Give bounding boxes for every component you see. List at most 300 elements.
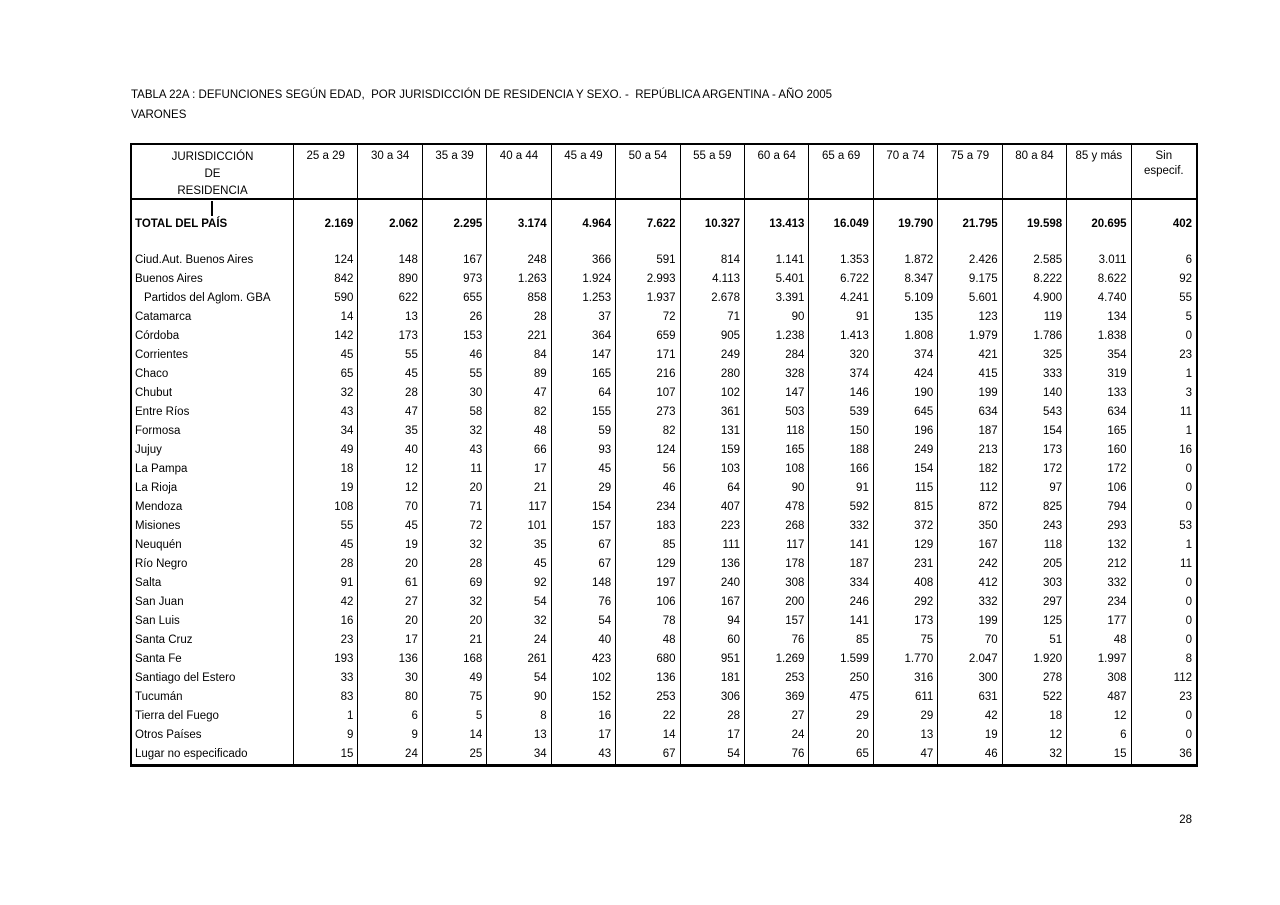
jurisdiction-label: Tucumán <box>132 688 294 707</box>
value-cell: 129 <box>616 555 680 574</box>
value-cell: 48 <box>487 422 551 441</box>
value-cell: 659 <box>616 327 680 346</box>
value-cell: 45 <box>294 346 358 365</box>
value-cell: 17 <box>681 726 745 745</box>
value-cell: 148 <box>552 574 616 593</box>
jurisdiction-label: Jujuy <box>132 441 294 460</box>
value-cell: 91 <box>809 308 873 327</box>
value-cell: 160 <box>1067 441 1131 460</box>
value-cell: 48 <box>1067 631 1131 650</box>
value-cell: 171 <box>616 346 680 365</box>
value-cell: 70 <box>938 631 1002 650</box>
value-cell: 165 <box>1067 422 1131 441</box>
value-cell: 58 <box>423 403 487 422</box>
spacer-cell <box>132 238 294 251</box>
column-header-age: 60 a 64 <box>745 145 809 200</box>
value-cell: 8.222 <box>1003 270 1067 289</box>
value-cell: 300 <box>938 669 1002 688</box>
value-cell: 22 <box>616 707 680 726</box>
value-cell: 65 <box>294 365 358 384</box>
value-cell: 46 <box>938 745 1002 764</box>
value-cell: 1.599 <box>809 650 873 669</box>
value-cell: 133 <box>1067 384 1131 403</box>
value-cell: 43 <box>552 745 616 764</box>
table-row <box>132 308 1196 327</box>
value-cell: 45 <box>358 365 422 384</box>
value-cell: 2.585 <box>1003 251 1067 270</box>
value-cell: 35 <box>358 422 422 441</box>
value-cell: 80 <box>358 688 422 707</box>
jurisdiction-label: Mendoza <box>132 498 294 517</box>
value-cell: 141 <box>809 536 873 555</box>
value-cell: 1.253 <box>552 289 616 308</box>
column-header-age: 45 a 49 <box>552 145 616 200</box>
value-cell: 76 <box>745 631 809 650</box>
value-cell: 72 <box>616 308 680 327</box>
value-cell: 249 <box>681 346 745 365</box>
value-cell: 55 <box>294 517 358 536</box>
value-cell: 320 <box>809 346 873 365</box>
spacer-cell <box>552 238 616 251</box>
value-cell: 216 <box>616 365 680 384</box>
value-cell: 28 <box>294 555 358 574</box>
value-cell: 246 <box>809 593 873 612</box>
column-header-age: 65 a 69 <box>809 145 873 200</box>
value-cell: 1.808 <box>874 327 938 346</box>
document-subtitle: VARONES <box>131 109 187 121</box>
value-cell: 111 <box>681 536 745 555</box>
value-cell: 117 <box>745 536 809 555</box>
value-cell: 5.401 <box>745 270 809 289</box>
value-cell: 407 <box>681 498 745 517</box>
value-cell: 165 <box>552 365 616 384</box>
value-cell: 231 <box>874 555 938 574</box>
value-cell: 278 <box>1003 669 1067 688</box>
value-cell: 4.113 <box>681 270 745 289</box>
value-cell: 165 <box>745 441 809 460</box>
value-cell: 0 <box>1185 596 1192 608</box>
value-cell: 4.740 <box>1067 289 1131 308</box>
table-row <box>132 612 1196 631</box>
value-cell: 205 <box>1003 555 1067 574</box>
value-cell: 32 <box>423 422 487 441</box>
value-cell: 1.838 <box>1067 327 1131 346</box>
value-cell: 37 <box>552 308 616 327</box>
value-cell: 9 <box>358 726 422 745</box>
table-row <box>132 726 1196 745</box>
spacer-cell <box>809 238 873 251</box>
spacer-cell <box>1132 238 1196 251</box>
value-cell: 1 <box>294 707 358 726</box>
value-cell: 32 <box>423 593 487 612</box>
column-header-age: 25 a 29 <box>294 145 358 200</box>
column-header-age: 40 a 44 <box>487 145 551 200</box>
value-cell: 8.347 <box>874 270 938 289</box>
column-header-jurisdiction <box>132 145 294 200</box>
value-cell: 167 <box>423 251 487 270</box>
spacer-cell <box>423 238 487 251</box>
value-cell: 181 <box>681 669 745 688</box>
value-cell: 112 <box>1173 672 1192 684</box>
value-cell: 890 <box>358 270 422 289</box>
value-cell: 117 <box>487 498 551 517</box>
value-cell: 221 <box>487 327 551 346</box>
value-cell: 124 <box>616 441 680 460</box>
value-cell: 842 <box>294 270 358 289</box>
value-cell: 2.993 <box>616 270 680 289</box>
value-cell: 48 <box>616 631 680 650</box>
value-cell: 6 <box>1185 254 1192 266</box>
value-cell: 61 <box>358 574 422 593</box>
value-cell: 40 <box>358 441 422 460</box>
value-cell: 5 <box>1185 311 1192 323</box>
value-cell: 157 <box>552 517 616 536</box>
value-cell: 108 <box>745 460 809 479</box>
value-cell: 51 <box>1003 631 1067 650</box>
jurisdiction-label: Chubut <box>132 384 294 403</box>
value-cell: 1.924 <box>552 270 616 289</box>
value-cell: 372 <box>874 517 938 536</box>
value-cell: 199 <box>938 384 1002 403</box>
value-cell: 28 <box>423 555 487 574</box>
total-value-cell: 4.964 <box>552 200 616 238</box>
value-cell: 172 <box>1067 460 1131 479</box>
value-cell: 54 <box>681 745 745 764</box>
value-cell: 134 <box>1067 308 1131 327</box>
value-cell: 70 <box>358 498 422 517</box>
value-cell: 32 <box>294 384 358 403</box>
value-cell: 308 <box>745 574 809 593</box>
value-cell: 28 <box>487 308 551 327</box>
value-cell: 261 <box>487 650 551 669</box>
jurisdiction-label: La Pampa <box>132 460 294 479</box>
value-cell: 154 <box>552 498 616 517</box>
value-cell: 17 <box>358 631 422 650</box>
value-cell: 166 <box>809 460 873 479</box>
value-cell: 951 <box>681 650 745 669</box>
total-value-cell: 13.413 <box>745 200 809 238</box>
value-cell: 421 <box>938 346 1002 365</box>
value-cell: 123 <box>938 308 1002 327</box>
value-cell: 167 <box>938 536 1002 555</box>
value-cell: 21 <box>487 479 551 498</box>
value-cell: 424 <box>874 365 938 384</box>
value-cell: 319 <box>1067 365 1131 384</box>
spacer-cell <box>745 238 809 251</box>
value-cell: 590 <box>294 289 358 308</box>
value-cell: 147 <box>745 384 809 403</box>
jurisdiction-label: Tierra del Fuego <box>132 707 294 726</box>
value-cell: 106 <box>616 593 680 612</box>
value-cell: 1.979 <box>938 327 1002 346</box>
table-row <box>132 536 1196 555</box>
value-cell: 16 <box>1179 444 1192 456</box>
value-cell: 1 <box>1185 425 1192 437</box>
value-cell: 2.047 <box>938 650 1002 669</box>
total-value-cell: 19.790 <box>874 200 938 238</box>
value-cell: 5.109 <box>874 289 938 308</box>
value-cell: 49 <box>294 441 358 460</box>
value-cell: 45 <box>294 536 358 555</box>
value-cell: 13 <box>358 308 422 327</box>
value-cell: 45 <box>487 555 551 574</box>
value-cell: 0 <box>1185 577 1192 589</box>
value-cell: 107 <box>616 384 680 403</box>
value-cell: 90 <box>487 688 551 707</box>
value-cell: 47 <box>358 403 422 422</box>
value-cell: 611 <box>874 688 938 707</box>
value-cell: 32 <box>1003 745 1067 764</box>
value-cell: 177 <box>1067 612 1131 631</box>
value-cell: 93 <box>552 441 616 460</box>
value-cell: 54 <box>487 669 551 688</box>
value-cell: 92 <box>487 574 551 593</box>
value-cell: 234 <box>1067 593 1131 612</box>
value-cell: 0 <box>1185 729 1192 741</box>
value-cell: 27 <box>745 707 809 726</box>
value-cell: 32 <box>487 612 551 631</box>
column-header-age: 80 a 84 <box>1003 145 1067 200</box>
value-cell: 475 <box>809 688 873 707</box>
value-cell: 132 <box>1067 536 1131 555</box>
column-header-age: 85 y más <box>1067 145 1131 200</box>
total-value-cell: 402 <box>1172 218 1192 230</box>
value-cell: 655 <box>423 289 487 308</box>
total-value-cell: 20.695 <box>1067 200 1131 238</box>
value-cell: 423 <box>552 650 616 669</box>
value-cell: 23 <box>1179 691 1192 703</box>
value-cell: 334 <box>809 574 873 593</box>
jurisdiction-label: Misiones <box>132 517 294 536</box>
value-cell: 64 <box>552 384 616 403</box>
table-row <box>132 441 1196 460</box>
table-row <box>132 555 1196 574</box>
table-row <box>132 422 1196 441</box>
value-cell: 213 <box>938 441 1002 460</box>
value-cell: 94 <box>681 612 745 631</box>
value-cell: 59 <box>552 422 616 441</box>
value-cell: 284 <box>745 346 809 365</box>
value-cell: 34 <box>487 745 551 764</box>
value-cell: 14 <box>294 308 358 327</box>
value-cell: 30 <box>358 669 422 688</box>
value-cell: 148 <box>358 251 422 270</box>
value-cell: 26 <box>423 308 487 327</box>
value-cell: 187 <box>809 555 873 574</box>
value-cell: 0 <box>1185 710 1192 722</box>
spacer-cell <box>1003 238 1067 251</box>
jurisdiction-label: San Luis <box>132 612 294 631</box>
value-cell: 157 <box>745 612 809 631</box>
value-cell: 193 <box>294 650 358 669</box>
value-cell: 46 <box>423 346 487 365</box>
spacer-cell <box>358 238 422 251</box>
value-cell: 24 <box>358 745 422 764</box>
value-cell: 200 <box>745 593 809 612</box>
value-cell: 333 <box>1003 365 1067 384</box>
table-row <box>132 346 1196 365</box>
value-cell: 34 <box>294 422 358 441</box>
column-header-age: 50 a 54 <box>616 145 680 200</box>
value-cell: 12 <box>358 460 422 479</box>
value-cell: 49 <box>423 669 487 688</box>
column-header-age: 70 a 74 <box>874 145 938 200</box>
value-cell: 19 <box>938 726 1002 745</box>
value-cell: 187 <box>938 422 1002 441</box>
value-cell: 14 <box>423 726 487 745</box>
value-cell: 223 <box>681 517 745 536</box>
value-cell: 66 <box>487 441 551 460</box>
value-cell: 20 <box>423 612 487 631</box>
value-cell: 146 <box>809 384 873 403</box>
table-row <box>132 460 1196 479</box>
value-cell: 23 <box>1179 349 1192 361</box>
table-row <box>132 517 1196 536</box>
value-cell: 212 <box>1067 555 1131 574</box>
spacer-cell <box>294 238 358 251</box>
jurisdiction-label: San Juan <box>132 593 294 612</box>
table-header-row <box>132 145 1196 200</box>
value-cell: 1.269 <box>745 650 809 669</box>
value-cell: 76 <box>552 593 616 612</box>
jurisdiction-label: Catamarca <box>132 308 294 327</box>
value-cell: 415 <box>938 365 1002 384</box>
header-line: DE <box>204 168 221 180</box>
value-cell: 332 <box>1067 574 1131 593</box>
spacer-cell <box>1067 238 1131 251</box>
value-cell: 478 <box>745 498 809 517</box>
value-cell: 8 <box>487 707 551 726</box>
value-cell: 65 <box>809 745 873 764</box>
value-cell: 47 <box>487 384 551 403</box>
header-line: RESIDENCIA <box>177 185 248 197</box>
value-cell: 29 <box>809 707 873 726</box>
value-cell: 634 <box>938 403 1002 422</box>
value-cell: 412 <box>938 574 1002 593</box>
table-row <box>132 384 1196 403</box>
jurisdiction-label: Salta <box>132 574 294 593</box>
value-cell: 1.263 <box>487 270 551 289</box>
value-cell: 622 <box>358 289 422 308</box>
value-cell: 20 <box>809 726 873 745</box>
total-value-cell: 19.598 <box>1003 200 1067 238</box>
value-cell: 33 <box>294 669 358 688</box>
table-row <box>132 574 1196 593</box>
value-cell: 108 <box>294 498 358 517</box>
value-cell: 154 <box>1003 422 1067 441</box>
value-cell: 196 <box>874 422 938 441</box>
value-cell: 19 <box>294 479 358 498</box>
total-value-cell: 2.062 <box>358 200 422 238</box>
value-cell: 21 <box>423 631 487 650</box>
value-cell: 250 <box>809 669 873 688</box>
value-cell: 76 <box>745 745 809 764</box>
value-cell: 0 <box>1185 634 1192 646</box>
value-cell: 503 <box>745 403 809 422</box>
value-cell: 6.722 <box>809 270 873 289</box>
value-cell: 35 <box>487 536 551 555</box>
value-cell: 32 <box>423 536 487 555</box>
value-cell: 102 <box>681 384 745 403</box>
value-cell: 374 <box>874 346 938 365</box>
value-cell: 173 <box>358 327 422 346</box>
value-cell: 183 <box>616 517 680 536</box>
table-row <box>132 593 1196 612</box>
table-row <box>132 650 1196 669</box>
value-cell: 152 <box>552 688 616 707</box>
value-cell: 167 <box>681 593 745 612</box>
value-cell: 173 <box>1003 441 1067 460</box>
value-cell: 815 <box>874 498 938 517</box>
value-cell: 172 <box>1003 460 1067 479</box>
value-cell: 253 <box>745 669 809 688</box>
value-cell: 0 <box>1185 501 1192 513</box>
value-cell: 136 <box>358 650 422 669</box>
spacer-cell <box>874 238 938 251</box>
value-cell: 5.601 <box>938 289 1002 308</box>
value-cell: 27 <box>358 593 422 612</box>
value-cell: 361 <box>681 403 745 422</box>
value-cell: 332 <box>938 593 1002 612</box>
value-cell: 680 <box>616 650 680 669</box>
value-cell: 13 <box>874 726 938 745</box>
total-value-cell: 2.295 <box>423 200 487 238</box>
value-cell: 124 <box>294 251 358 270</box>
jurisdiction-label: Neuquén <box>132 536 294 555</box>
spacer-cell <box>487 238 551 251</box>
value-cell: 90 <box>745 479 809 498</box>
jurisdiction-label: Lugar no especificado <box>132 745 294 764</box>
value-cell: 292 <box>874 593 938 612</box>
value-cell: 75 <box>874 631 938 650</box>
value-cell: 12 <box>1067 707 1131 726</box>
value-cell: 173 <box>874 612 938 631</box>
total-value-cell: 3.174 <box>487 200 551 238</box>
value-cell: 71 <box>681 308 745 327</box>
value-cell: 1.238 <box>745 327 809 346</box>
value-cell: 83 <box>294 688 358 707</box>
table-row <box>132 669 1196 688</box>
value-cell: 858 <box>487 289 551 308</box>
value-cell: 85 <box>616 536 680 555</box>
value-cell: 91 <box>294 574 358 593</box>
table-row <box>132 631 1196 650</box>
value-cell: 56 <box>616 460 680 479</box>
value-cell: 54 <box>487 593 551 612</box>
value-cell: 3.391 <box>745 289 809 308</box>
value-cell: 69 <box>423 574 487 593</box>
value-cell: 354 <box>1067 346 1131 365</box>
value-cell: 71 <box>423 498 487 517</box>
value-cell: 408 <box>874 574 938 593</box>
value-cell: 90 <box>745 308 809 327</box>
value-cell: 142 <box>294 327 358 346</box>
total-value-cell: 16.049 <box>809 200 873 238</box>
value-cell: 112 <box>938 479 1002 498</box>
value-cell: 118 <box>1003 536 1067 555</box>
table-row <box>132 745 1196 764</box>
value-cell: 89 <box>487 365 551 384</box>
value-cell: 253 <box>616 688 680 707</box>
value-cell: 15 <box>294 745 358 764</box>
total-value-cell: 21.795 <box>938 200 1002 238</box>
value-cell: 3.011 <box>1067 251 1131 270</box>
value-cell: 17 <box>552 726 616 745</box>
total-value-cell: 10.327 <box>681 200 745 238</box>
value-cell: 84 <box>487 346 551 365</box>
value-cell: 11 <box>1180 558 1192 570</box>
column-header-sin-especif <box>1132 145 1196 200</box>
